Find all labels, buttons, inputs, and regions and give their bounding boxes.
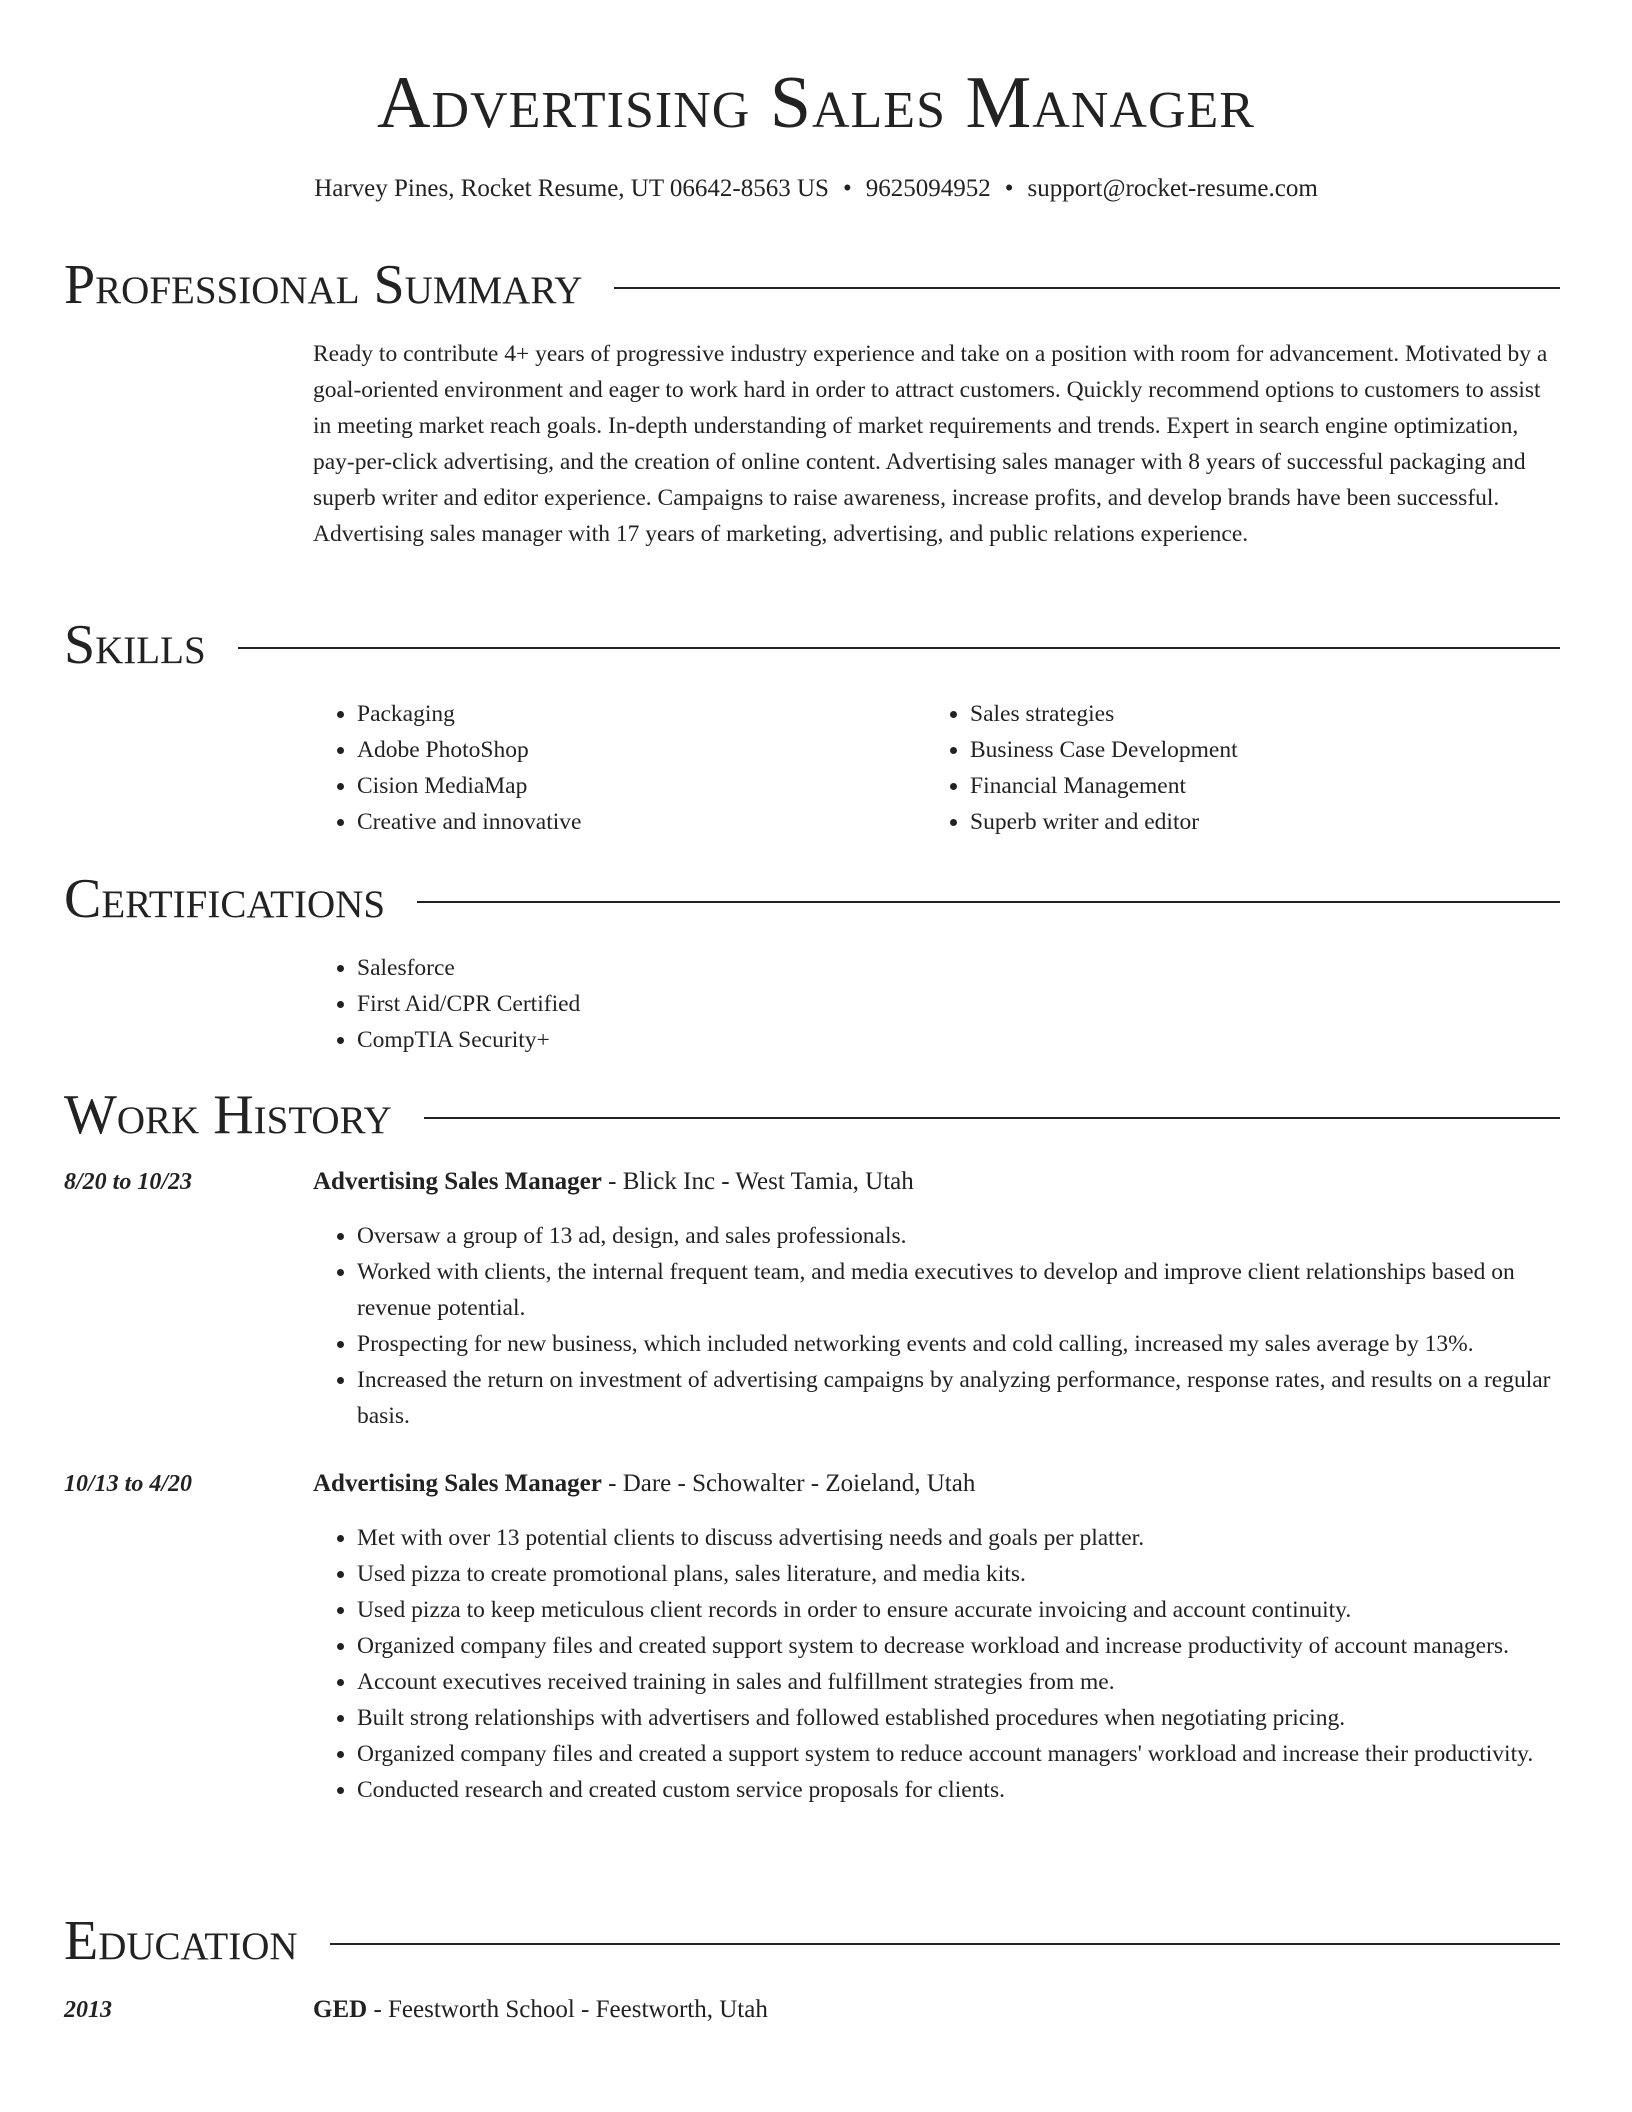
summary-text: Ready to contribute 4+ years of progressive industry experience and take on a position with room for advancement. Motivated by a goal-oriented environment and eager to work hard in order to attract customers. Quickly recommend options to customers to assist in meeting market reach goals. In-depth understanding of market requirements and trends. Expert in search engine optimization, pay-per-click advertising, and the creation of online content. Advertising sales manager with 8 years of successful packaging and superb writer and editor experience. Campaigns to raise awareness, increase profits, and develop brands have been successful. Advertising sales manager with 17 years of marketing, advertising, and public relations experience. bbox=[313, 341, 1548, 547]
skill-item: • Sales strategies bbox=[970, 696, 1526, 732]
skills-list-right bbox=[926, 696, 1526, 840]
skill-item: • Adobe PhotoShop bbox=[357, 732, 873, 768]
contact-phone: 9625094952 bbox=[865, 175, 991, 202]
skill-item: • Packaging bbox=[357, 696, 873, 732]
section-title-summary: Professional Summary bbox=[64, 254, 583, 316]
job-bullet: • Prospecting for new business, which included networking events and cold calling, increased my sales average by 13%. bbox=[357, 1326, 1562, 1362]
job-title-line bbox=[313, 1164, 914, 1200]
certification-item: • Salesforce bbox=[357, 950, 913, 986]
job-dates: 8/20 to 10/23 bbox=[64, 1169, 193, 1195]
section-header-work-history bbox=[64, 1082, 1560, 1148]
section-title-education: Education bbox=[64, 1910, 298, 1972]
education-school: - Feestworth School - Feestworth, Utah bbox=[367, 1996, 768, 2023]
section-header-skills bbox=[64, 612, 1560, 678]
job-employer: - Dare - Schowalter - Zoieland, Utah bbox=[601, 1470, 976, 1497]
job-bullet: • Organized company files and created a support system to reduce account managers' workload and increase their productivity. bbox=[357, 1736, 1562, 1772]
job-bullet: • Increased the return on investment of advertising campaigns by analyzing performance, response rates, and results on a regular basis. bbox=[357, 1362, 1562, 1434]
contact-separator: • bbox=[1004, 175, 1014, 202]
job-bullet: • Used pizza to keep meticulous client records in order to ensure accurate invoicing and account continuity. bbox=[357, 1592, 1562, 1628]
skill-item: • Financial Management bbox=[970, 768, 1526, 804]
job-responsibilities bbox=[313, 1520, 1562, 1808]
job-bullet: • Built strong relationships with advertisers and followed established procedures when negotiating pricing. bbox=[357, 1700, 1562, 1736]
certification-item: • CompTIA Security+ bbox=[357, 1022, 913, 1058]
skill-item: • Creative and innovative bbox=[357, 804, 873, 840]
section-divider bbox=[238, 647, 1560, 649]
certifications-list bbox=[313, 950, 913, 1058]
job-bullet: • Conducted research and created custom service proposals for clients. bbox=[357, 1772, 1562, 1808]
job-employer: - Blick Inc - West Tamia, Utah bbox=[601, 1168, 914, 1195]
job-role: Advertising Sales Manager bbox=[313, 1470, 602, 1497]
job-bullet: • Used pizza to create promotional plans, sales literature, and media kits. bbox=[357, 1556, 1562, 1592]
section-header-education bbox=[64, 1908, 1560, 1974]
section-divider bbox=[330, 1943, 1560, 1945]
education-year: 2013 bbox=[64, 1997, 112, 2023]
certification-item: • First Aid/CPR Certified bbox=[357, 986, 913, 1022]
contact-line bbox=[0, 172, 1632, 206]
skill-item: • Cision MediaMap bbox=[357, 768, 873, 804]
section-divider bbox=[417, 901, 1560, 903]
section-header-certifications bbox=[64, 866, 1560, 932]
job-bullet: • Account executives received training in sales and fulfillment strategies from me. bbox=[357, 1664, 1562, 1700]
job-title-line bbox=[313, 1466, 975, 1502]
contact-separator: • bbox=[842, 175, 852, 202]
job-responsibilities bbox=[313, 1218, 1562, 1434]
education-degree: GED bbox=[313, 1996, 368, 2023]
section-divider bbox=[424, 1117, 1560, 1119]
section-title-skills: Skills bbox=[64, 614, 206, 676]
section-header-summary bbox=[64, 252, 1560, 318]
job-bullet: • Met with over 13 potential clients to discuss advertising needs and goals per platter. bbox=[357, 1520, 1562, 1556]
section-divider bbox=[614, 287, 1560, 289]
job-bullet: • Organized company files and created support system to decrease workload and increase productivity of account managers. bbox=[357, 1628, 1562, 1664]
job-bullet: • Worked with clients, the internal frequent team, and media executives to develop and improve client relationships based on revenue potential. bbox=[357, 1254, 1562, 1326]
skill-item: • Business Case Development bbox=[970, 732, 1526, 768]
job-bullet: • Oversaw a group of 13 ad, design, and sales professionals. bbox=[357, 1218, 1562, 1254]
education-line bbox=[313, 1992, 768, 2028]
contact-address: Harvey Pines, Rocket Resume, UT 06642-8563 US bbox=[314, 175, 829, 202]
contact-email: support@rocket-resume.com bbox=[1027, 175, 1318, 202]
section-title-work-history: Work History bbox=[64, 1084, 392, 1146]
skill-item: • Superb writer and editor bbox=[970, 804, 1526, 840]
job-role: Advertising Sales Manager bbox=[313, 1168, 602, 1195]
resume-name: Advertising Sales Manager bbox=[377, 62, 1255, 144]
section-title-certifications: Certifications bbox=[64, 868, 386, 930]
skills-list-left bbox=[313, 696, 873, 840]
job-dates: 10/13 to 4/20 bbox=[64, 1471, 193, 1497]
